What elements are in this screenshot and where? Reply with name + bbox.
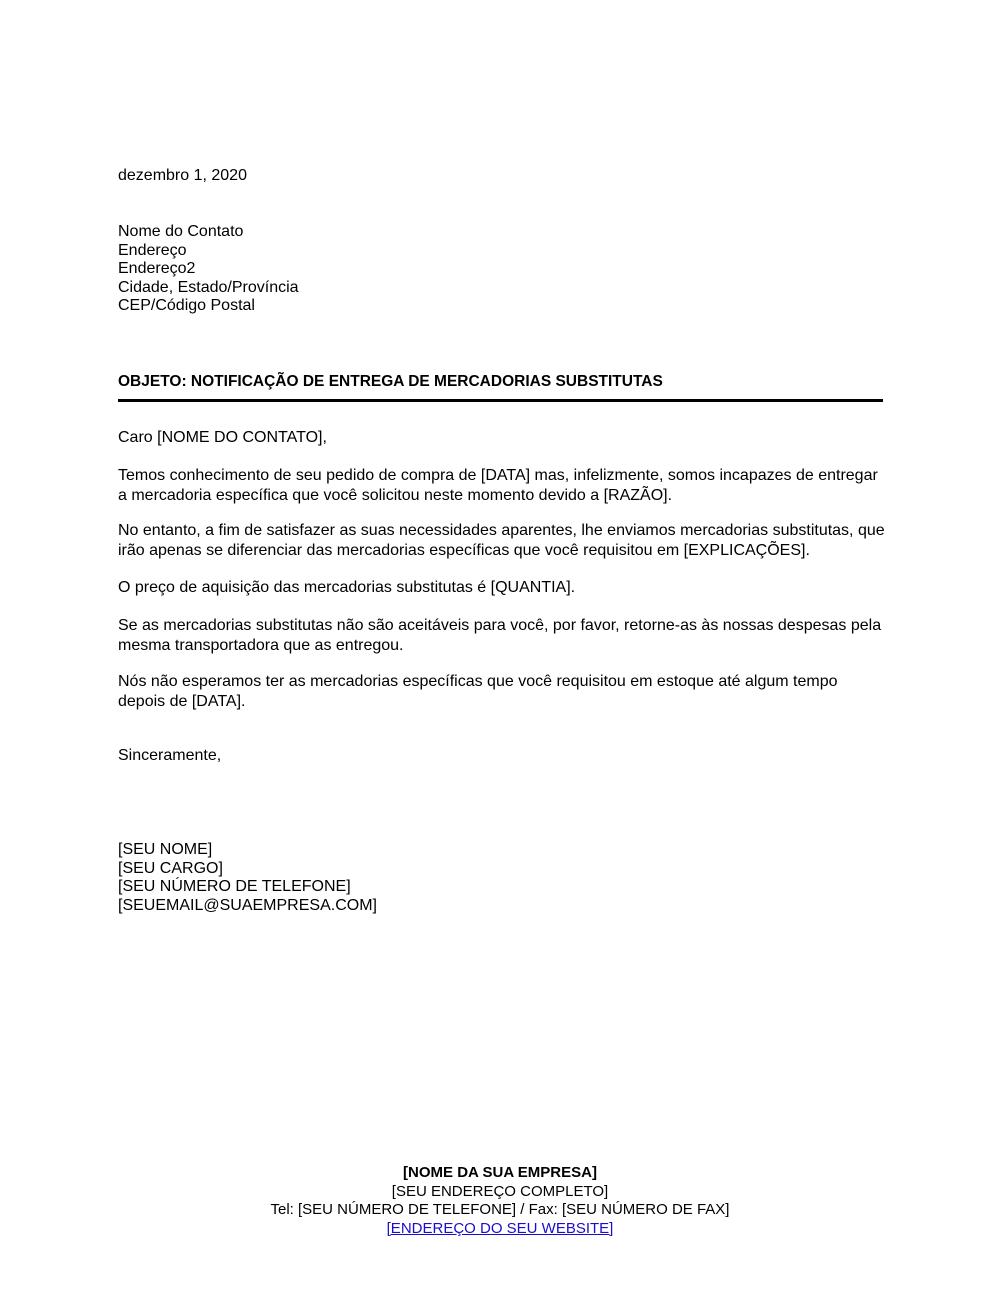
footer-website-link[interactable]: [ENDEREÇO DO SEU WEBSITE] xyxy=(386,1219,614,1237)
salutation: Caro [NOME DO CONTATO], xyxy=(118,429,327,446)
body-paragraph-1: Temos conhecimento de seu pedido de compra de [DATA] mas, infelizmente, somos incapazes de entregar a mercadoria específica que você solicitou neste momento devido a [RAZÃO]. xyxy=(118,467,878,504)
signature-name: [SEU NOME] xyxy=(118,841,213,858)
signature-phone: [SEU NÚMERO DE TELEFONE] xyxy=(118,878,351,895)
recipient-address-line-2: Endereço2 xyxy=(118,260,196,277)
body-paragraph-4: Se as mercadorias substitutas não são aceitáveis para você, por favor, retorne-as às nossas despesas pela mesma transportadora que as entregou. xyxy=(118,617,882,654)
footer-company-name: [NOME DA SUA EMPRESA] xyxy=(403,1164,597,1181)
footer-contact: Tel: [SEU NÚMERO DE TELEFONE] / Fax: [SEU NÚMERO DE FAX] xyxy=(270,1201,730,1218)
body-paragraph-5: Nós não esperamos ter as mercadorias específicas que você requisitou em estoque até algum tempo depois de [DATA]. xyxy=(118,673,838,710)
recipient-name: Nome do Contato xyxy=(118,223,244,240)
footer-address: [SEU ENDEREÇO COMPLETO] xyxy=(391,1182,609,1200)
body-paragraph-2: No entanto, a fim de satisfazer as suas necessidades aparentes, lhe enviamos mercadorias substitutas, que irão apenas se diferenciar das mercadorias específicas que você requisitou em [EXPLICAÇÕES]. xyxy=(118,522,885,559)
signature-email: [SEUEMAIL@SUAEMPRESA.COM] xyxy=(118,896,377,914)
letter-date: dezembro 1, 2020 xyxy=(118,167,247,184)
closing: Sinceramente, xyxy=(118,747,222,764)
recipient-address-block xyxy=(118,223,299,316)
recipient-address-line-1: Endereço xyxy=(118,241,187,259)
recipient-city-state: Cidade, Estado/Província xyxy=(118,278,299,296)
subject-heading: OBJETO: NOTIFICAÇÃO DE ENTREGA DE MERCADORIAS SUBSTITUTAS xyxy=(118,373,663,390)
company-footer xyxy=(0,1164,1000,1238)
body-paragraph-3: O preço de aquisição das mercadorias substitutas é [QUANTIA]. xyxy=(118,579,576,596)
recipient-postal-code: CEP/Código Postal xyxy=(118,297,255,314)
signature-title: [SEU CARGO] xyxy=(118,859,223,877)
signature-block xyxy=(118,841,377,915)
subject-divider xyxy=(118,399,883,402)
